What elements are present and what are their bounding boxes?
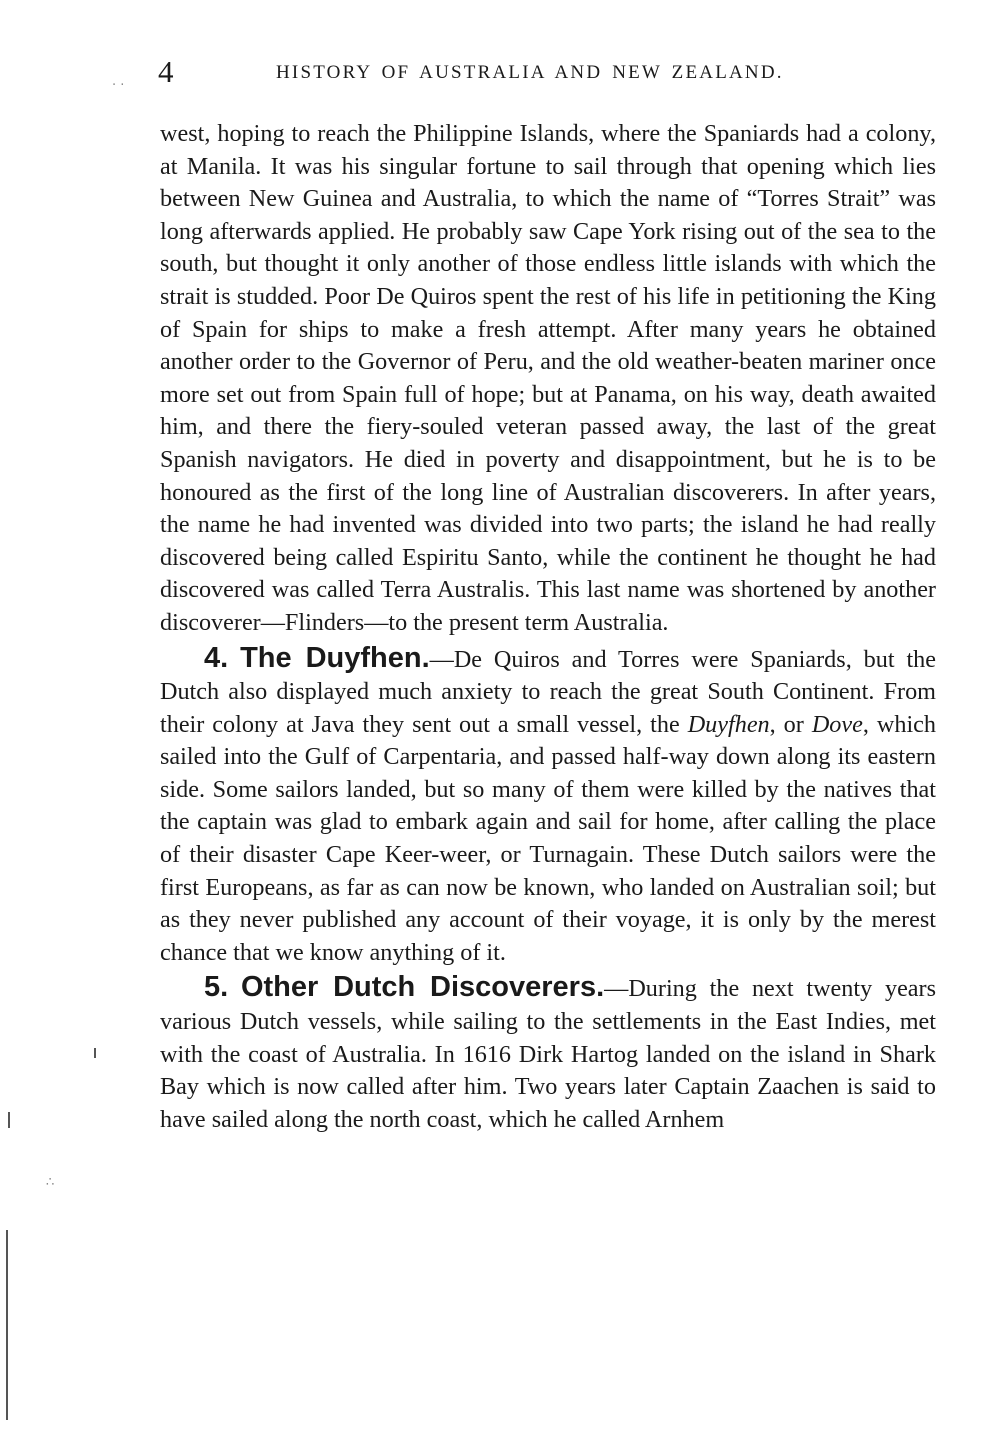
scan-edge-line — [6, 1230, 8, 1420]
section-4-text-before: —De Quiros and Torres were Spaniards, but the Dutch also displayed much anxiety to reach the great South Continent. From their colony at Java they sent out a small vessel, the — [160, 645, 937, 738]
page-number: 4 — [158, 54, 174, 89]
paragraph-continuation: west, hoping to reach the Philippine Islands, where the Spaniards had a colony, at Manila. It was his singular fortune to sail through that opening which lies between New Guinea and Australia, to which the name of “Torres Strait” was long afterwards applied. He probably saw Cape York rising out of the sea to the south, but thought it only another of those endless little islands with which the strait is studded. Poor De Quiros spent the rest of his life in petitioning the King of Spain for ships to make a fresh attempt. After many years he obtained another order to the Governor of Peru, and the old weather-beaten mariner once more set out from Spain full of hope; but at Panama, on his way, death awaited him, and there the fiery-souled veteran passed away, the last of the great Spanish navigators. He died in poverty and disappointment, but he is to be honoured as the first of the long line of Australian discoverers. In after years, the name he had invented was divided into two parts; the island he had really discovered being called Espiritu Santo, while the continent he thought he had discovered was called Terra Australis. This last name was shortened by another discoverer—Flinders—to the present term Australia. — [160, 120, 936, 636]
section-4-text-after: , which sailed into the Gulf of Carpentaria, and passed half-way down along its eastern side. Some sailors landed, but so many of them were killed by the natives that the captain was glad to embark again and sail for home, after calling the place of their disaster Cape Keer-weer, or Turnagain. These Dutch sailors were the first Europeans, as far as can now be known, who landed on Australian soil; but as they never published any account of their voyage, it is only by the merest chance that we know anything of it. — [160, 710, 936, 966]
ship-name: Duyfhen — [687, 710, 770, 738]
scan-mark — [8, 1112, 10, 1128]
scan-mark — [94, 1048, 96, 1058]
section-4-paragraph — [160, 642, 936, 970]
scan-speck: · · — [112, 78, 125, 93]
page-body — [160, 118, 936, 1136]
running-title: HISTORY OF AUSTRALIA AND NEW ZEALAND. — [276, 62, 784, 83]
page-header — [158, 50, 938, 94]
section-4-heading: The Duyfhen. — [240, 641, 430, 674]
scan-speck: ∴ — [46, 1175, 55, 1190]
section-5-number: 5. — [204, 971, 229, 1004]
section-4-number: 4. — [204, 641, 229, 674]
ship-alias: Dove — [811, 710, 863, 738]
section-4-text-middle: , or — [769, 710, 812, 738]
section-5-text: —During the next twenty years various Dutch vessels, while sailing to the settlements in the East Indies, met with the coast of Australia. In 1616 Dirk Hartog landed on the island in Shark Bay which is now called after him. Two years later Captain Zaachen is said to have sailed along the north coast, which he called Arnhem — [160, 975, 937, 1133]
section-5-paragraph — [160, 971, 936, 1136]
section-5-heading: Other Dutch Discoverers. — [240, 971, 605, 1004]
